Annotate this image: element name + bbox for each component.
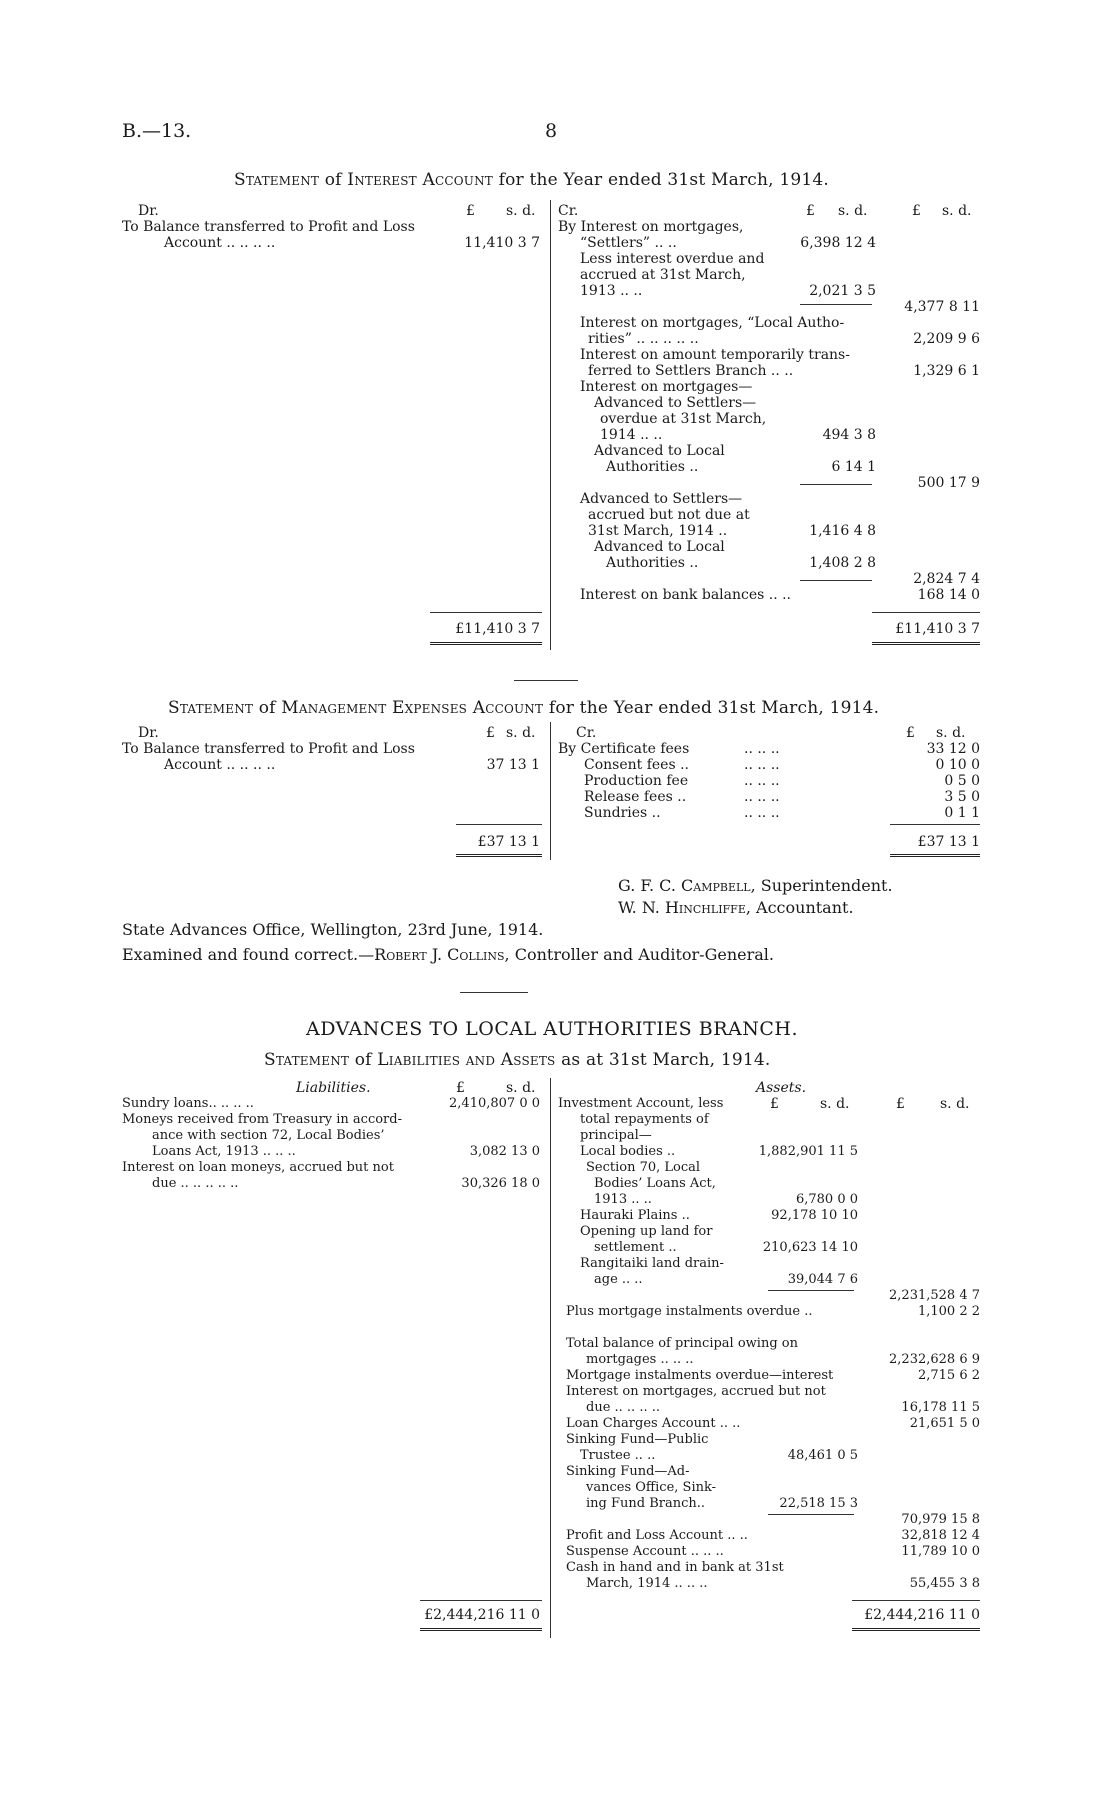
interest-cr-line-text: Interest on amount temporarily trans- (580, 347, 850, 363)
section-separator (460, 992, 528, 993)
liability-line-text: ance with section 72, Local Bodies’ (152, 1128, 385, 1143)
management-cr-item-amount: 0 5 0 (944, 773, 980, 789)
management-cr-item-label: Sundries .. (584, 805, 661, 821)
management-cr-item-leader: .. .. .. (744, 773, 780, 789)
asset-line-text: total repayments of (580, 1112, 709, 1127)
interest-cr-col2-pounds: £ (912, 203, 921, 219)
asset-line-amount: 6,780 0 0 (795, 1192, 858, 1207)
asset-line-text: vances Office, Sink- (586, 1480, 717, 1495)
liability-line-amount: 2,410,807 0 0 (449, 1096, 540, 1111)
asset-line-amount: 92,178 10 10 (771, 1208, 858, 1223)
asset-line-amount: 48,461 0 5 (787, 1448, 858, 1463)
interest-cr-line-text: Less interest overdue and (580, 251, 765, 267)
management-cr-item-amount: 3 5 0 (944, 789, 980, 805)
management-cr-total: £37 13 1 (917, 834, 980, 850)
asset-line-text: Suspense Account .. .. .. (566, 1544, 724, 1559)
management-cr-item-amount: 0 10 0 (935, 757, 980, 773)
subtotal-rule (800, 484, 872, 485)
management-cr-item-leader: .. .. .. (744, 805, 780, 821)
interest-cr-line-amount: 1,416 4 8 (809, 523, 876, 539)
double-rule (420, 1628, 542, 1631)
asset-line-text: March, 1914 .. .. .. (586, 1576, 708, 1591)
interest-cr-line-text: Advanced to Local (594, 539, 725, 555)
liabilities-heading: Liabilities. (296, 1080, 371, 1096)
asset-line-text: settlement .. (594, 1240, 677, 1255)
management-dr-line2: Account .. .. .. .. (164, 757, 276, 773)
interest-cr-col2-sd: s. d. (942, 203, 972, 219)
auditor-statement: Examined and found correct.—Robert J. Collins, Controller and Auditor-General. (122, 945, 774, 964)
interest-cr-line-text: accrued at 31st March, (580, 267, 746, 283)
management-cr-item-amount: 33 12 0 (926, 741, 980, 757)
assets-col1-pounds: £ (770, 1096, 779, 1112)
asset-line-total: 2,232,628 6 9 (889, 1352, 980, 1367)
asset-line-total: 21,651 5 0 (909, 1416, 980, 1431)
management-dr-amount: 37 13 1 (486, 757, 540, 773)
management-dr-col-pounds: £ (486, 725, 495, 741)
interest-cr-line-text: 31st March, 1914 .. (588, 523, 728, 539)
asset-line-text: Trustee .. .. (580, 1448, 656, 1463)
total-rule (890, 824, 980, 825)
management-cr-item-label: Release fees .. (584, 789, 687, 805)
double-rule (456, 854, 542, 857)
interest-cr-line-text: Advanced to Settlers— (594, 395, 757, 411)
total-rule (420, 1600, 542, 1601)
interest-cr-col1-pounds: £ (806, 203, 815, 219)
page-number: 8 (545, 120, 558, 142)
asset-line-amount: 22,518 15 3 (779, 1496, 858, 1511)
interest-cr-line-total: 1,329 6 1 (913, 363, 980, 379)
interest-cr-line-text: Interest on bank balances .. .. (580, 587, 792, 603)
asset-line-text: mortgages .. .. .. (586, 1352, 694, 1367)
asset-line-text: Sinking Fund—Public (566, 1432, 709, 1447)
asset-line-text: 1913 .. .. (594, 1192, 652, 1207)
asset-line-text: Loan Charges Account .. .. (566, 1416, 741, 1431)
interest-dr-line1: To Balance transferred to Profit and Loss (122, 219, 415, 235)
interest-cr-line-text: accrued but not due at (588, 507, 750, 523)
interest-cr-line-text: Authorities .. (606, 459, 699, 475)
asset-line-text: Total balance of principal owing on (566, 1336, 798, 1351)
assets-total: £2,444,216 11 0 (864, 1607, 980, 1623)
asset-line-total: 2,231,528 4 7 (889, 1288, 980, 1303)
asset-line-text: Profit and Loss Account .. .. (566, 1528, 748, 1543)
asset-line-text: principal— (580, 1128, 652, 1143)
management-dr-total: £37 13 1 (477, 834, 540, 850)
liability-line-text: Moneys received from Treasury in accord- (122, 1112, 402, 1127)
interest-cr-line-text: overdue at 31st March, (600, 411, 767, 427)
management-statement-title: Statement of Management Expenses Account for the Year ended 31st March, 1914. (168, 698, 880, 718)
subtotal-rule (800, 580, 872, 581)
interest-cr-line-amount: 2,021 3 5 (809, 283, 876, 299)
interest-cr-line-text: Advanced to Local (594, 443, 725, 459)
interest-cr-line-text: “Settlers” .. .. (580, 235, 677, 251)
double-rule (852, 1628, 980, 1631)
balance-divider (550, 1078, 551, 1638)
signature-accountant: W. N. Hinchliffe, Accountant. (618, 898, 854, 917)
asset-line-total: 70,979 15 8 (901, 1512, 980, 1527)
liability-line-text: Sundry loans.. .. .. .. (122, 1096, 254, 1111)
asset-line-text: Plus mortgage instalments overdue .. (566, 1304, 813, 1319)
asset-line-text: Mortgage instalments overdue—interest (566, 1368, 834, 1383)
interest-cr-line-total: 500 17 9 (917, 475, 980, 491)
management-dr-col-sd: s. d. (506, 725, 536, 741)
asset-line-text: Rangitaiki land drain- (580, 1256, 724, 1271)
management-cr-col-sd: s. d. (936, 725, 966, 741)
management-cr-item-amount: 0 1 1 (944, 805, 980, 821)
total-rule (852, 1600, 980, 1601)
management-divider (550, 722, 551, 860)
assets-col2-pounds: £ (896, 1096, 905, 1112)
double-rule (890, 854, 980, 857)
interest-cr-line-text: 1914 .. .. (600, 427, 663, 443)
page-reference: B.—13. (122, 120, 192, 142)
total-rule (456, 824, 542, 825)
double-rule (430, 642, 542, 645)
management-cr-col-pounds: £ (906, 725, 915, 741)
management-cr-item-label: By Certificate fees (558, 741, 690, 757)
asset-line-total: 55,455 3 8 (909, 1576, 980, 1591)
management-cr-item-label: Consent fees .. (584, 757, 690, 773)
interest-dr-heading: Dr. (138, 203, 159, 219)
asset-line-text: Opening up land for (580, 1224, 713, 1239)
subtotal-rule (768, 1290, 854, 1291)
interest-cr-col1-sd: s. d. (838, 203, 868, 219)
liabilities-col-sd: s. d. (506, 1080, 536, 1096)
interest-cr-line-text: rities” .. .. .. .. .. (588, 331, 699, 347)
asset-line-amount: 39,044 7 6 (787, 1272, 858, 1287)
liabilities-col-pounds: £ (456, 1080, 465, 1096)
interest-statement-title: Statement of Interest Account for the Year ended 31st March, 1914. (234, 170, 830, 190)
double-rule (872, 642, 980, 645)
management-cr-heading: Cr. (576, 725, 597, 741)
interest-dr-line2: Account .. .. .. .. (164, 235, 276, 251)
asset-line-text: Bodies’ Loans Act, (594, 1176, 716, 1191)
liabilities-total: £2,444,216 11 0 (424, 1607, 540, 1623)
management-dr-line1: To Balance transferred to Profit and Loss (122, 741, 415, 757)
asset-line-text: due .. .. .. .. (586, 1400, 660, 1415)
asset-line-text: Cash in hand and in bank at 31st (566, 1560, 784, 1575)
asset-line-total: 2,715 6 2 (917, 1368, 980, 1383)
management-cr-item-leader: .. .. .. (744, 757, 780, 773)
assets-col2-sd: s. d. (940, 1096, 970, 1112)
asset-line-total: 32,818 12 4 (901, 1528, 980, 1543)
liabilities-assets-title: Statement of Liabilities and Assets as at 31st March, 1914. (264, 1050, 771, 1070)
interest-cr-line-total: 4,377 8 11 (904, 299, 980, 315)
asset-line-text: Sinking Fund—Ad- (566, 1464, 690, 1479)
interest-cr-line-text: By Interest on mortgages, (558, 219, 744, 235)
interest-dr-total: £11,410 3 7 (455, 621, 540, 637)
interest-divider (550, 200, 551, 650)
asset-line-text: Local bodies .. (580, 1144, 676, 1159)
interest-cr-line-amount: 494 3 8 (822, 427, 876, 443)
interest-cr-line-amount: 6,398 12 4 (800, 235, 876, 251)
interest-cr-line-total: 2,209 9 6 (913, 331, 980, 347)
assets-col1-sd: s. d. (820, 1096, 850, 1112)
signature-superintendent: G. F. C. Campbell, Superintendent. (618, 876, 893, 895)
asset-line-text: Interest on mortgages, accrued but not (566, 1384, 826, 1399)
interest-cr-line-amount: 6 14 1 (831, 459, 876, 475)
interest-cr-line-text: ferred to Settlers Branch .. .. (588, 363, 794, 379)
liability-line-text: Loans Act, 1913 .. .. .. (152, 1144, 296, 1159)
management-cr-item-label: Production fee (584, 773, 689, 789)
asset-line-total: 11,789 10 0 (901, 1544, 980, 1559)
management-cr-item-leader: .. .. .. (744, 741, 780, 757)
subtotal-rule (800, 304, 872, 305)
asset-line-amount: 1,882,901 11 5 (758, 1144, 858, 1159)
management-dr-heading: Dr. (138, 725, 159, 741)
subtotal-rule (768, 1514, 854, 1515)
interest-dr-amount: 11,410 3 7 (464, 235, 540, 251)
branch-title: ADVANCES TO LOCAL AUTHORITIES BRANCH. (306, 1018, 798, 1040)
interest-cr-line-text: Interest on mortgages, “Local Autho- (580, 315, 845, 331)
liability-line-amount: 30,326 18 0 (461, 1176, 540, 1191)
asset-line-total: 1,100 2 2 (917, 1304, 980, 1319)
assets-heading: Assets. (756, 1080, 807, 1096)
interest-cr-total: £11,410 3 7 (895, 621, 980, 637)
interest-cr-line-text: Interest on mortgages— (580, 379, 753, 395)
liability-line-text: Interest on loan moneys, accrued but not (122, 1160, 394, 1175)
interest-cr-line-text: 1913 .. .. (580, 283, 643, 299)
asset-line-amount: 210,623 14 10 (762, 1240, 858, 1255)
asset-line-text: Investment Account, less (558, 1096, 724, 1111)
interest-cr-line-total: 168 14 0 (917, 587, 980, 603)
interest-dr-col-pounds: £ (466, 203, 475, 219)
asset-line-total: 16,178 11 5 (901, 1400, 980, 1415)
asset-line-text: Section 70, Local (586, 1160, 701, 1175)
asset-line-text: Hauraki Plains .. (580, 1208, 690, 1223)
interest-cr-line-amount: 1,408 2 8 (809, 555, 876, 571)
liability-line-amount: 3,082 13 0 (469, 1144, 540, 1159)
office-date: State Advances Office, Wellington, 23rd June, 1914. (122, 920, 544, 939)
interest-cr-line-text: Authorities .. (606, 555, 699, 571)
interest-cr-line-total: 2,824 7 4 (913, 571, 980, 587)
total-rule (872, 612, 980, 613)
asset-line-text: age .. .. (594, 1272, 643, 1287)
section-separator (514, 680, 578, 681)
interest-cr-heading: Cr. (558, 203, 579, 219)
interest-dr-col-sd: s. d. (506, 203, 536, 219)
interest-cr-line-text: Advanced to Settlers— (580, 491, 743, 507)
asset-line-text: ing Fund Branch.. (586, 1496, 706, 1511)
total-rule (430, 612, 542, 613)
management-cr-item-leader: .. .. .. (744, 789, 780, 805)
liability-line-text: due .. .. .. .. .. (152, 1176, 239, 1191)
